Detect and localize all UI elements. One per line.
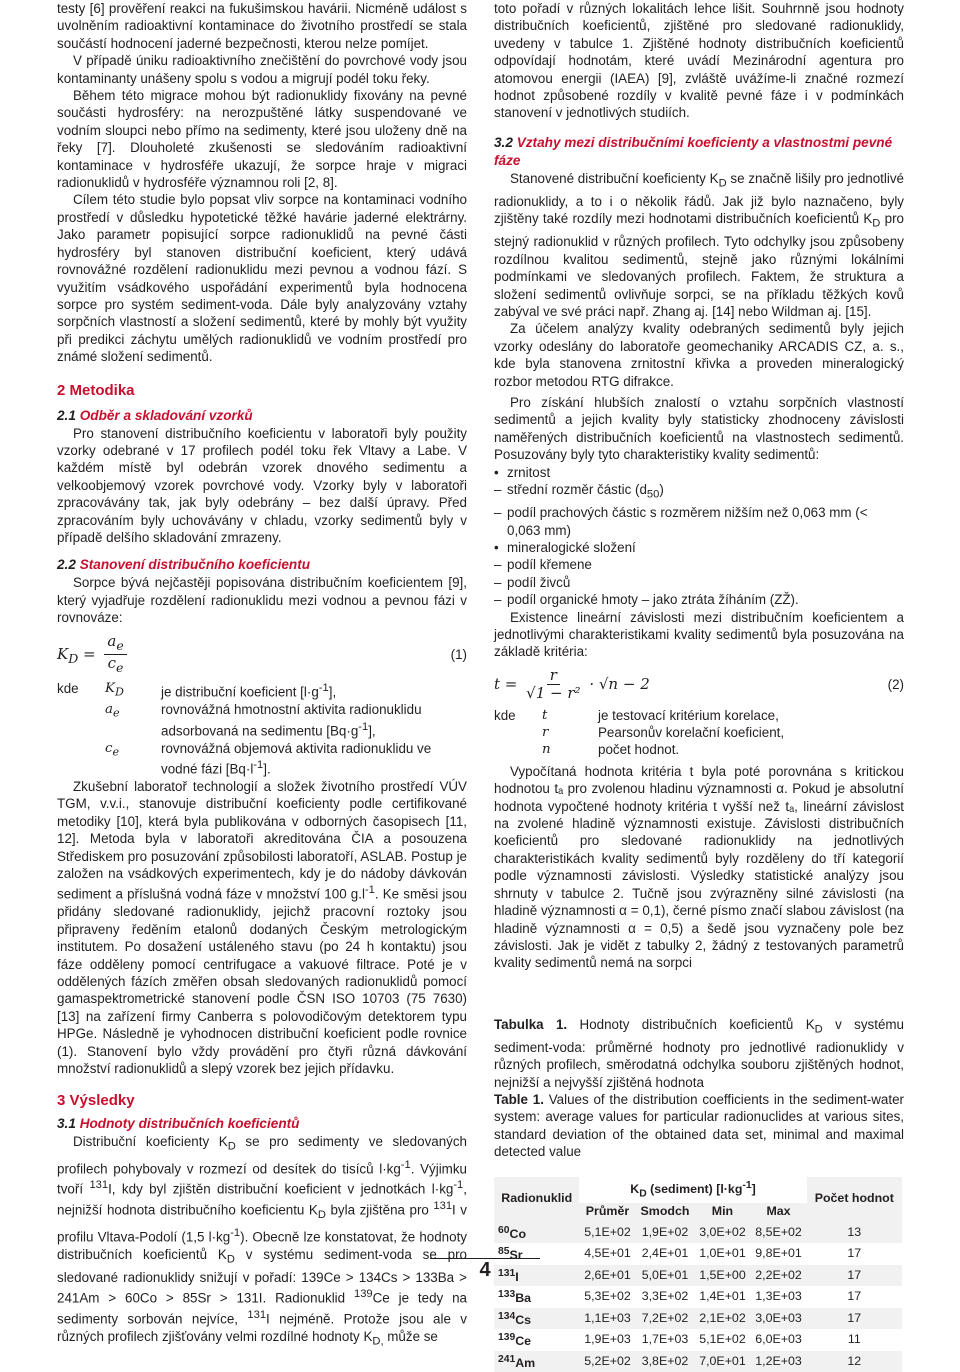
section-heading-methods: 2 Metodika <box>57 381 135 399</box>
table-col-header: Min <box>694 1203 750 1222</box>
paragraph-intro: testy [6] prověření reakci na fukušimskou havárii. Nicméně událost s uvolněním radioaktivní kontaminace do životního prostředí se stala součástí hodnocení jaderné bezpečnosti, kterou nelze pomíjet. <box>57 1 467 51</box>
table-cell-radionuclide: $^{85}$Sr <box>498 1246 523 1263</box>
table-cell: 5,1E+02 <box>579 1222 635 1244</box>
table-row <box>494 1222 902 1244</box>
equation-2 <box>494 667 904 703</box>
table-cell: 6,0E+03 <box>755 1332 802 1347</box>
table-cell: 17 <box>847 1246 862 1261</box>
subsection-heading-sampling <box>57 407 467 425</box>
characteristic-item: • zrnitost <box>494 464 904 481</box>
table-cell: 1,9E+03 <box>584 1332 631 1347</box>
paragraph-linear: Existence lineární závislosti mezi distribučním koeficientem a jednotlivými charakteristikami kvality sedimentů byla posuzována na základě kritéria: <box>494 609 904 660</box>
subsection-title: Odběr a skladování vzorků <box>79 407 253 423</box>
table-cell: 1,3E+03 <box>755 1289 802 1304</box>
table-cell: 1,7E+03 <box>641 1332 689 1347</box>
table-cell: 5,1E+02 <box>699 1332 746 1347</box>
table-col-header: Smodch <box>636 1203 695 1222</box>
characteristic-item: • mineralogické složení <box>494 539 904 556</box>
table-cell: 3,0E+02 <box>694 1222 750 1244</box>
table-cell-radionuclide: $^{131}$I <box>494 1265 579 1287</box>
characteristic-item: – podíl prachových částic s rozměrem nižším než 0,063 mm (< 0,063 mm) <box>494 504 904 539</box>
equation-body: t = $\frac{r}{\text{√1 − r²}}$ · √n − 2 <box>494 665 650 703</box>
table-caption-cz: Tabulka 1. Hodnoty distribučních koeficientů $K_D$ v systému sediment-voda: průměrné hodnoty pro jednotlivé radionuklidy v různých profilech, směrodatná odchylka souboru zjištěných hodnot, nejnižší a nejvyšší zjištěná hodnota <box>494 1016 904 1090</box>
sorption-order: 139Ce > 134Cs > 133Ba > 241Am > 60Co > 85Sr > 131I <box>57 1269 467 1306</box>
table-row <box>494 1243 902 1265</box>
table-cell: 3,8E+02 <box>636 1351 695 1372</box>
table-row <box>494 1265 902 1287</box>
table-cell: 2,6E+01 <box>579 1265 635 1287</box>
section-heading-results: 3 Výsledky <box>57 1092 135 1110</box>
paragraph-sampling: Pro stanovení distribučního koeficientu v laboratoři byly použity vzorky odebrané v 17 profilech podél toku řek Vltavy a Labe. V každém místě byl odebrán vzorek dnového sedimentu a velkoobjemový vzorek povrchové vody. Vzorky byly v laboratoři zpracovávány tak, jak byly odebrány – bez další úpravy. Před zpracováním byly uchovávány v chladu, vzorky sedimentů byly v případě delšího skladování zmrazeny. <box>57 425 467 545</box>
subsection-number: 2.2 <box>57 557 76 573</box>
table-cell: 8,5E+02 <box>751 1222 807 1244</box>
table-row <box>494 1286 902 1308</box>
paragraph-laboratory: Zkušební laboratoř technologií a složek životního prostředí VÚV TGM, v.v.i., stanovuje distribuční koeficienty podle certifikované metodiky [10], která byla publikována v odborných časopisech [11, 12]. Metoda byla v laboratoři akreditována ČIA a posouzena Střediskem pro posuzování způsobilosti laboratoří, ASLAB. Postup je založen na vsádkových experimentech, kdy je do nádoby dávkován sediment a příslušná vodná fáze v množství 100 $g.l^{-1}$. Ke směsi jsou přidány sledované radionuklidy, jejichž pracovní roztoky jsou připraveny ředěním etalonů dodaných Českým metrologickým institutem. Po dosažení ustáleného stavu (po 24 h kontaktu) jsou fáze odděleny pomocí centrifugace a vakuové filtrace. Poté je v oddělených fázích změřen obsah sledovaných radionuklidů pomocí gamaspektrometrické stanovení podle ČSN ISO 10703 (75 7630) [13] na zařízení firmy Canberra s polovodičovým detektorem typu HPGe. Následně je vyhodnocen distribuční koeficient podle rovnice (1). Stanovení bylo vždy provádění pro čtyři různá dávkování množství radionuklidů a slepý vzorek bez jejich přídavku. <box>57 779 467 1077</box>
subsection-heading-kd <box>57 556 467 574</box>
equation-number: (2) <box>887 677 904 693</box>
paragraph-statistics: Pro získání hlubších znalostí o vztahu sorpčních vlastností sedimentů a jejich kvality byly statisticky zhodnoceny závislosti naměřených distribučních koeficientů na vlastnostech sedimentů. Posuzovány byly tyto charakteristiky kvality sedimentů: <box>494 395 904 463</box>
equation-body: $K_D$ = $\frac{a_e}{c_e}$ <box>57 633 131 677</box>
table-cell: 9,8E+01 <box>755 1246 802 1261</box>
table-cell: 3,3E+02 <box>641 1289 689 1304</box>
characteristic-item: – podíl organické hmoty – jako ztráta žíháním (ZŽ). <box>494 591 904 608</box>
paragraph-fixation: Během této migrace mohou být radionuklidy fixovány na pevné součásti hydrosféry: na nerozpuštěné látky suspendované ve vodním sloupci nebo přímo na sedimenty, které jsou uloženy dně na řeky [7]. Dlouholeté zkušenosti se sledováním radioaktivní kontaminace v hydrosféře ukazují, že sorpce hraje v migraci radionuklidů v hydrosféře významnou roli [2, 8]. <box>57 88 467 191</box>
table-cell-radionuclide: $^{60}$Co <box>494 1222 579 1244</box>
table-header-radionuclide: Radionuklid <box>494 1177 579 1222</box>
table-cell: 1,5E+00 <box>694 1265 750 1287</box>
table-col-header: Průměr <box>579 1203 635 1222</box>
paragraph-rtg: Za účelem analýzy kvality odebraných sedimentů byly jejich vzorky odeslány do laboratoře geomechaniky ARCADIS CZ, a. s., kde byla stanovena zrnitostní křivka a proveden mineralogický rozbor metodou RTG difrakce. <box>494 321 904 389</box>
table-cell: 13 <box>807 1222 902 1244</box>
paragraph-criterion: Vypočítaná hodnota kritéria t byla poté porovnána s kritickou hodnotou tₐ pro zvolenou hladinu významnosti α. Pokud je absolutní hodnota vypočtené hodnoty kritéria t vyšší než tₐ, lineární závislost na zvolené hladině významnosti existuje. Závislosti distribučních koeficientů pro sledované radionuklidy na jednotlivých charakteristikách kvality sedimentů byly rozděleny do tří kategorií podle významnosti závislosti. Výsledky statistické analýzy jsou shrnuty v tabulce 2. Tučně jsou zvýrazněny silné závislosti (na hladině významnosti α = 0,1), černé písmo značí slabou závislost (na hladině významnosti α = 0,5) a šedě jsou vyznačeny pole bez závislosti. Jak je vidět z tabulky 2, žádný z testovaných parametrů kvality sedimentů nemá na sorpci <box>494 763 904 971</box>
equation-number: (1) <box>450 646 467 662</box>
left-column <box>57 0 467 1351</box>
table-cell: 17 <box>847 1289 862 1304</box>
table-caption-en: Table 1. Values of the distribution coefficients in the sediment-water system: average values for particular radionuclides at various sites, standard deviation of the obtained data set, minimal and maximal detected value <box>494 1092 904 1160</box>
paragraph-continuation: toto pořadí v různých lokalitách lehce lišit. Souhrnně jsou hodnoty distribučních koeficientů, zjištěné pro sledované radionuklidy, uvedeny v tabulce 1. Zjištěné hodnoty distribučních koeficientů odpovídají hodnotám, které uvádí Mezinárodní agentura pro atomovou energii (IAEA) [9], zvláště uvážíme-li značné rozmezí hodnot způsobené rozdíly v kvalitě pevné fáze i v podmínkách stanovení v jednotlivých studiích. <box>494 1 904 121</box>
table-row <box>494 1308 902 1330</box>
table-cell: 5,2E+02 <box>579 1351 635 1372</box>
characteristics-list <box>494 464 904 609</box>
table-cell: 2,2E+02 <box>751 1265 807 1287</box>
subsection-title: Stanovení distribučního koeficientu <box>79 557 311 573</box>
table-cell-radionuclide: $^{134}$Cs <box>494 1308 579 1330</box>
characteristic-item: – střední rozměr částic $(d_{50})$ <box>494 481 904 504</box>
subsection-heading-kd-values: 3.1 Hodnoty distribučních koeficientů <box>57 1116 300 1132</box>
table-cell: 17 <box>807 1308 902 1330</box>
table-cell: 3,0E+03 <box>751 1308 807 1330</box>
right-column <box>494 0 904 1372</box>
paragraph-release: V případě úniku radioaktivního znečištění do povrchové vody jsou kontaminanty unášeny spolu s vodou a migrují podél toku řeky. <box>57 53 467 86</box>
page-number: 4 <box>479 1259 491 1281</box>
paragraph-aim: Cílem této studie bylo popsat vliv sorpce na kontaminaci vodního prostředí v důsledku hypotetické těžké havárie jaderné elektrárny. Jako parametr popisující sorpce radionuklidů na pevné části hydrosféry byl stanoven distribuční koeficient, který udává rovnovážné rozdělení radionuklidu mezi pevnou a vodnou fází. S využitím vsádkového uspořádání experimentů byla hodnocena sorpce pro systém sediment-voda. Dále byly analyzovány vztahy sorpčních vlastností a složení sedimentů, které by mohly být využity při predikci záchytu umělých radionuklidů ve vodním prostředí pro známé složení sedimentů. <box>57 192 467 365</box>
table-cell: 4,5E+01 <box>584 1246 631 1261</box>
table-cell: 1,1E+03 <box>579 1308 635 1330</box>
variable-definitions-2: kde t je testovací kritérium korelace, r Pearsonův korelační koeficient, n počet hodnot. <box>494 707 785 758</box>
table-cell: 1,0E+01 <box>699 1246 746 1261</box>
table-cell: 12 <box>807 1351 902 1372</box>
subsection-number: 2.1 <box>57 407 76 423</box>
table-cell: 1,9E+02 <box>636 1222 695 1244</box>
table-row <box>494 1329 902 1351</box>
paragraph-results: Distribuční koeficienty $K_D$ se pro sedimenty ve sledovaných profilech pohybovaly v rozmezí od desítek do tisíců $l\cdot kg^{-1}$. Výjimku tvoří $^{131}$I, kdy byl zjištěn distribuční koeficient v jednotkách $l\cdot kg^{-1}$, nejnižší hodnota distribučního koeficientu $K_D$ byla zjištěna pro $^{131}$I v profilu Vltava-Podolí (1,5 $l\cdot kg^{-1}$). Obecně lze konstatovat, že hodnoty distribučních koeficientů $K_D$ v systému sediment-voda se pro sledované radionuklidy snižují v pořadí: 139Ce > 134Cs > 133Ba > 241Am > 60Co > 85Sr > 131I. Radionuklid $^{139}$Ce je tedy na sedimenty sorbován nejvíce, $^{131}$I nejméně. Protože jsou ale v různých profilech zjišťovány velmi rozdílné hodnoty $K_{D,}$ může se <box>57 1134 468 1348</box>
table-cell: 11 <box>847 1332 861 1347</box>
table-cell: 7,0E+01 <box>694 1351 750 1372</box>
characteristic-item: – podíl křemene <box>494 556 904 573</box>
table-header-count: Počet hodnot <box>807 1177 902 1222</box>
table-cell: 1,2E+03 <box>751 1351 807 1372</box>
fraction: $\frac{r}{\text{√1 − r²}}$ <box>526 665 581 703</box>
table-cell-radionuclide: $^{139}$Ce <box>498 1332 532 1349</box>
table-row <box>494 1351 902 1372</box>
table-cell: 17 <box>807 1265 902 1287</box>
table-cell: 5,3E+02 <box>584 1289 631 1304</box>
paragraph-kd: Sorpce bývá nejčastěji popisována distribučním koeficientem [9], který vyjadřuje rozdělení radionuklidu mezi vodnou a pevnou fázi v rovnováze: <box>57 575 467 626</box>
equation-1 <box>57 633 467 677</box>
table-cell: 1,4E+01 <box>699 1289 746 1304</box>
table-col-header: Max <box>751 1203 807 1222</box>
paragraph-variation: Stanovené distribuční koeficienty $K_D$ se značně lišily pro jednotlivé radionuklidy, a to i o několik řádů. Jak již bylo naznačeno, byly zjištěny také rozdíly mezi hodnotami distribučních koeficientů $K_D$ pro stejný radionuklid v různých profilech. Tyto odchylky jsou způsobeny rozdílnou kvalitou sedimentů, stejně jako různými lokálními podmínkami ve sledovaných profilech. Faktem, že struktura a složení sedimentů ovlivňuje sorpci, se na příkladu těžkých kovů zabýval ve své práci např. Zhang aj. [14] nebo Wildman aj. [15]. <box>494 170 904 320</box>
kd-table <box>494 1177 902 1372</box>
table-cell: 2,4E+01 <box>641 1246 689 1261</box>
table-cell: 5,0E+01 <box>636 1265 695 1287</box>
characteristic-item: – podíl živců <box>494 574 904 591</box>
table-cell-radionuclide: $^{133}$Ba <box>498 1289 532 1306</box>
fraction: $\frac{a_e}{c_e}$ <box>104 633 126 677</box>
table-cell: 7,2E+02 <box>636 1308 695 1330</box>
table-cell: 2,1E+02 <box>694 1308 750 1330</box>
variable-definitions: kde $K_D$ je distribuční koeficient $[l\cdot g^{-1}]$, $a_e$ rovnovážná hmotnostní aktivita radionuklidu adsorbovaná na sedimentu $[Bq\cdot g^{-1}]$, $c_e$ rovnovážná objemová aktivita radionuklidu ve vodné fázi $[Bq\cdot l^{-1}]$. <box>57 681 432 777</box>
subsection-heading-relations: 3.2 Vztahy mezi distribučními koeficienty a vlastnostmi pevné fáze <box>494 134 893 168</box>
table-header-kd: $K_D$ (sediment) $[l\cdot kg^{-1}]$ <box>630 1179 756 1200</box>
table-cell-radionuclide: $^{241}$Am <box>494 1351 579 1372</box>
